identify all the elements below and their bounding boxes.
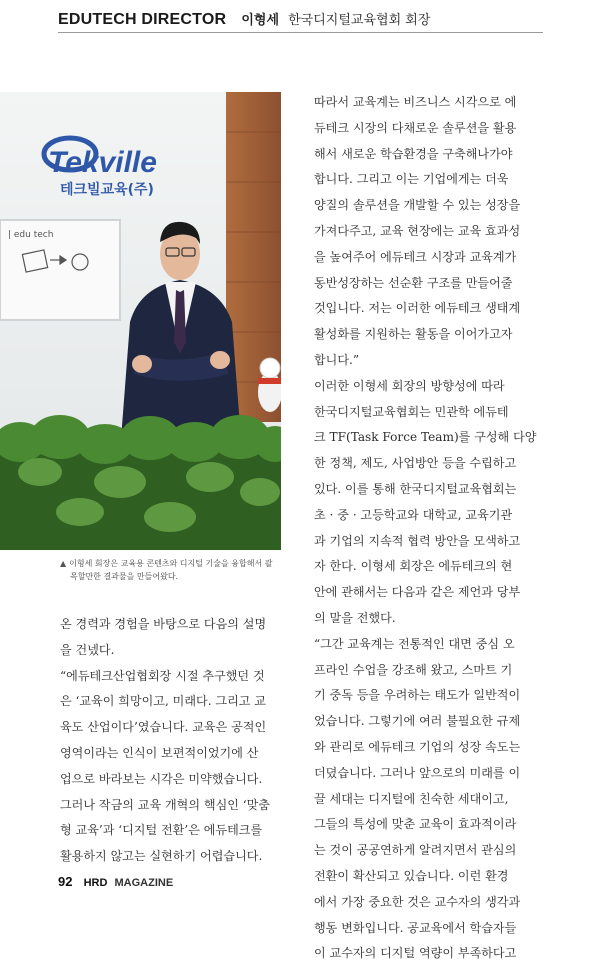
text-line: 크 TF(Task Force Team)를 구성해 다양 xyxy=(314,430,537,445)
text-line: 안에 관해서는 다음과 같은 제언과 당부 xyxy=(314,585,521,600)
text-line: 가져다주고, 교육 현장에는 교육 효과성 xyxy=(314,223,521,238)
text-line: 와 관리로 에듀테크 기업의 성장 속도는 xyxy=(314,739,521,754)
magazine-name: MAGAZINE xyxy=(114,877,174,889)
section-label: EDUTECH DIRECTOR xyxy=(58,11,227,28)
body-text-left-column xyxy=(60,612,286,870)
text-line: 영역이라는 인식이 보편적이었기에 산 xyxy=(60,745,259,760)
text-line: “그간 교육계는 전통적인 대면 중심 오 xyxy=(314,636,515,651)
text-line: 었습니다. 그렇기에 여러 불필요한 규제 xyxy=(314,714,521,729)
text-line: 행동 변화입니다. 공교육에서 학습자들 xyxy=(314,920,517,935)
text-line: 업으로 바라보는 시각은 미약했습니다. xyxy=(60,771,263,786)
text-line: 을 건넸다. xyxy=(60,642,115,657)
text-line: 한국디지털교육협회는 민관학 에듀테 xyxy=(314,404,509,419)
body-text-right-column xyxy=(314,90,540,967)
text-line: 온 경력과 경험을 바탕으로 다음의 설명 xyxy=(60,617,267,631)
svg-text:| edu tech: | edu tech xyxy=(8,230,54,240)
header-divider xyxy=(58,32,543,33)
text-line: 과 기업의 지속적 협력 방안을 모색하고 xyxy=(314,533,521,548)
text-line: 은 ‘교육이 희망이고, 미래다. 그리고 교 xyxy=(60,694,266,709)
text-line: 것입니다. 저는 이러한 에듀테크 생태계 xyxy=(314,301,521,316)
plants xyxy=(0,415,281,550)
text-line: 합니다.” xyxy=(314,352,360,367)
text-line: “에듀테크산업협회장 시절 추구했던 것 xyxy=(60,668,265,683)
text-line: 따라서 교육계는 비즈니스 시각으로 에 xyxy=(314,95,517,109)
text-line: 육도 산업이다’였습니다. 교육은 공적인 xyxy=(60,720,267,735)
caption-line: 이형세 회장은 교육용 콘텐츠와 디지털 기술을 융합해서 괄 xyxy=(69,559,273,568)
tekville-logo xyxy=(44,138,157,198)
caption-marker-icon: ▲ xyxy=(60,559,67,568)
text-line: 합니다. 그리고 이는 기업에게는 더욱 xyxy=(314,172,509,187)
text-line: 이 교수자의 디지털 역량이 부족하다고 xyxy=(314,946,517,961)
text-line: 그러나 작금의 교육 개혁의 핵심인 ‘맞춤 xyxy=(60,797,270,812)
logo-wordmark: Tekville xyxy=(48,146,157,179)
text-line: 활용하지 않고는 실현하기 어렵습니다. xyxy=(60,849,263,864)
text-line: 해서 새로운 학습환경을 구축해나가야 xyxy=(314,146,513,161)
text-line: 에서 가장 중요한 것은 교수자의 생각과 xyxy=(314,894,521,909)
text-line: 그들의 특성에 맞춘 교육이 효과적이라 xyxy=(314,817,517,832)
text-line: 전환이 확산되고 있습니다. 이런 환경 xyxy=(314,868,509,883)
text-line: 기 중독 등을 우려하는 태도가 일반적이 xyxy=(314,688,521,703)
page-number: 92 xyxy=(58,874,73,889)
running-header xyxy=(58,9,430,31)
magazine-prefix: HRD xyxy=(83,877,108,889)
text-line: 끌 세대는 디지털에 친숙한 세대이고, xyxy=(314,791,509,806)
text-line: 있다. 이를 통해 한국디지털교육협회는 xyxy=(314,481,517,496)
interview-photo xyxy=(0,92,281,550)
logo-korean: 테크빌교육(주) xyxy=(60,182,154,198)
header-person-name: 이형세 xyxy=(241,13,280,28)
caption-line: 목할만한 결과물을 만들어왔다. xyxy=(70,572,179,581)
text-line: 을 높여주어 에듀테크 시장과 교육계가 xyxy=(314,249,517,264)
page-footer xyxy=(58,871,173,890)
text-line: 한 정책, 제도, 사업방안 등을 수립하고 xyxy=(314,456,517,471)
text-line: 듀테크 시장의 다채로운 솔루션을 활용 xyxy=(314,120,517,135)
text-line: 이러한 이형세 회장의 방향성에 따라 xyxy=(314,378,505,393)
text-line: 동반성장하는 선순환 구조를 만들어줄 xyxy=(314,275,513,290)
text-line: 자 한다. 이형세 회장은 에듀테크의 현 xyxy=(314,559,513,574)
text-line: 양질의 솔루션을 개발할 수 있는 성장을 xyxy=(314,198,521,213)
text-line: 활성화를 지원하는 활동을 이어가고자 xyxy=(314,327,513,342)
text-line: 형 교육’과 ‘디지털 전환’은 에듀테크를 xyxy=(60,823,263,838)
text-line: 초 · 중 · 고등학교와 대학교, 교육기관 xyxy=(314,507,513,522)
text-line: 프라인 수업을 강조해 왔고, 스마트 기 xyxy=(314,662,513,677)
photo-caption xyxy=(60,557,286,583)
header-person-title: 한국디지털교육협회 회장 xyxy=(288,13,431,28)
text-line: 의 말을 전했다. xyxy=(314,610,396,625)
text-line: 는 것이 공공연하게 알려지면서 관심의 xyxy=(314,843,517,858)
text-line: 더뎠습니다. 그러나 앞으로의 미래를 이 xyxy=(314,765,521,780)
